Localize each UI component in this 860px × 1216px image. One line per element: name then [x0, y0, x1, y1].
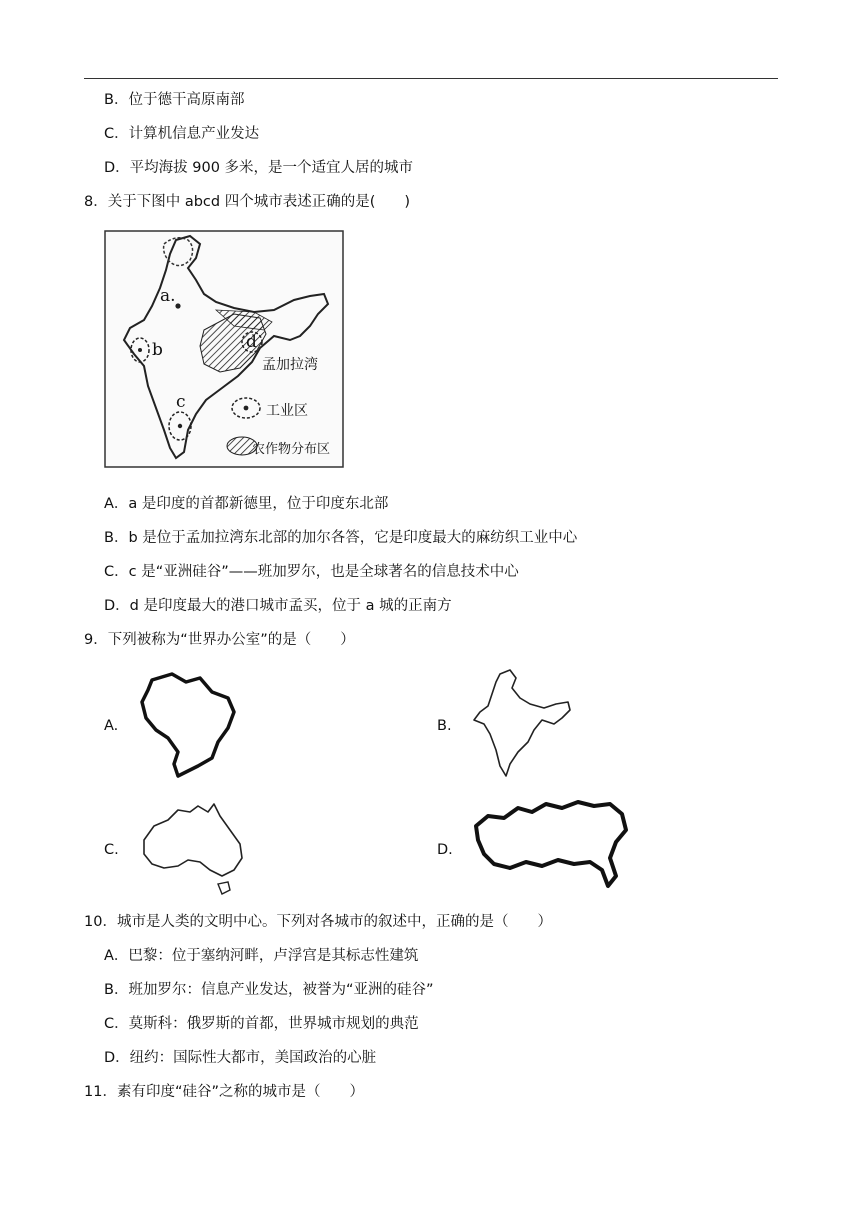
q10-option-a: A．巴黎：位于塞纳河畔，卢浮宫是其标志性建筑 — [104, 948, 419, 964]
brazil-outline-icon — [138, 672, 238, 782]
q10-stem: 10．城市是人类的文明中心。下列对各城市的叙述中，正确的是（ ） — [84, 914, 552, 930]
india-map-svg — [104, 230, 344, 468]
q10-option-d: D．纽约：国际性大都市，美国政治的心脏 — [104, 1050, 377, 1066]
q8-option-c: C．c 是“亚洲硅谷”——班加罗尔，也是全球著名的信息技术中心 — [104, 564, 519, 580]
india-map-figure — [104, 230, 344, 468]
q10-option-c: C．莫斯科：俄罗斯的首都，世界城市规划的典范 — [104, 1016, 419, 1032]
q9-stem: 9．下列被称为“世界办公室”的是（ ） — [84, 632, 355, 648]
city-label-a: a. — [160, 286, 176, 306]
india-outline-icon — [470, 668, 574, 782]
q7-option-c: C．计算机信息产业发达 — [104, 126, 260, 142]
russia-outline-icon — [470, 796, 630, 900]
q7-option-d: D．平均海拔 900 多米，是一个适宜人居的城市 — [104, 160, 414, 176]
q8-option-a: A．a 是印度的首都新德里，位于印度东北部 — [104, 496, 389, 512]
bay-label: 孟加拉湾 — [262, 357, 318, 373]
q9-choice-c-label: C. — [104, 842, 119, 858]
header-rule — [84, 78, 778, 79]
q8-option-b: B．b 是位于孟加拉湾东北部的加尔各答，它是印度最大的麻纺织工业中心 — [104, 530, 578, 546]
legend-industrial-label: 工业区 — [266, 403, 308, 419]
city-label-d: d — [246, 332, 257, 352]
q9-choice-d-label: D. — [437, 842, 453, 858]
q9-choice-a-label: A. — [104, 718, 119, 734]
q8-option-d: D．d 是印度最大的港口城市孟买，位于 a 城的正南方 — [104, 598, 452, 614]
australia-outline-icon — [138, 800, 248, 900]
q10-option-b: B．班加罗尔：信息产业发达，被誉为“亚洲的硅谷” — [104, 982, 434, 998]
q11-stem: 11．素有印度“硅谷”之称的城市是（ ） — [84, 1084, 364, 1100]
q7-option-b: B．位于德干高原南部 — [104, 92, 245, 108]
city-label-b: b — [152, 340, 163, 360]
legend-crop-label: 农作物分布区 — [252, 442, 331, 457]
q9-choice-b-label: B. — [437, 718, 452, 734]
city-label-c: c — [176, 392, 186, 412]
q8-stem: 8．关于下图中 abcd 四个城市表述正确的是( ) — [84, 194, 411, 210]
